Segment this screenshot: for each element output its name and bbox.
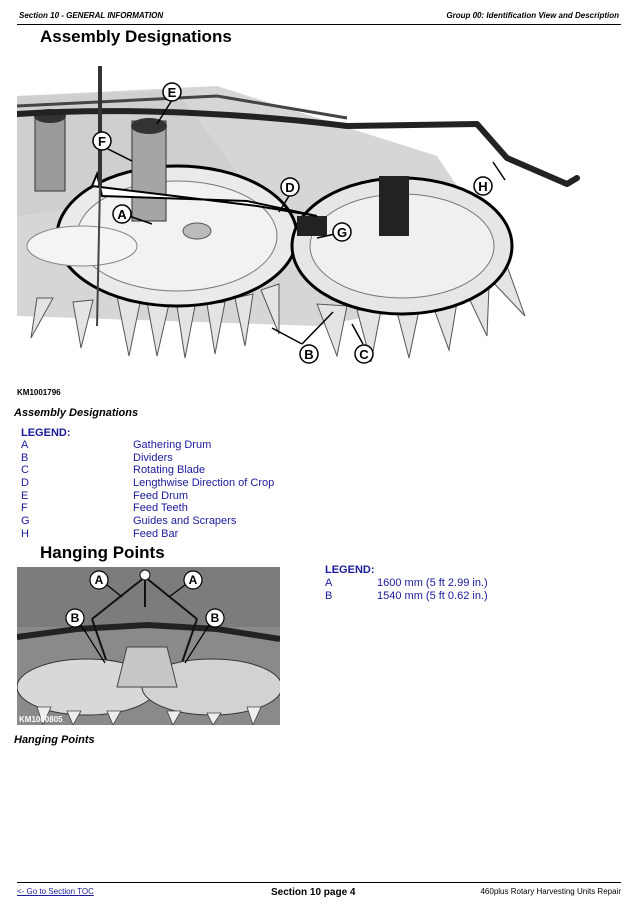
- hanging-figure-code: KM1000805: [19, 715, 63, 724]
- callout-b-label: B: [304, 347, 314, 362]
- assembly-figure-code: KM1001796: [17, 388, 61, 397]
- manual-title: 460plus Rotary Harvesting Units Repair: [480, 887, 621, 896]
- legend-key: B: [21, 452, 29, 464]
- legend-label: Gathering Drum: [133, 439, 212, 451]
- legend-label: Dividers: [133, 452, 173, 464]
- hanging-title: Hanging Points: [40, 543, 165, 562]
- legend-key: E: [21, 490, 29, 502]
- hanging-callout-b-left-label: B: [70, 611, 80, 625]
- legend-label: 1540 mm (5 ft 0.62 in.): [377, 590, 488, 602]
- legend-label: Lengthwise Direction of Crop: [133, 477, 275, 489]
- legend-label: 1600 mm (5 ft 2.99 in.): [377, 577, 488, 589]
- legend-key: H: [21, 528, 29, 540]
- hanging-legend-title: LEGEND:: [325, 564, 375, 576]
- legend-key: A: [21, 439, 29, 451]
- page-number: Section 10 page 4: [271, 887, 356, 898]
- header-section: Section 10 - GENERAL INFORMATION: [19, 11, 164, 20]
- hanging-callout-a-left-label: A: [94, 573, 104, 587]
- assembly-caption: Assembly Designations: [14, 407, 139, 419]
- page-footer: [17, 882, 621, 897]
- legend-key: G: [21, 515, 30, 527]
- hanging-callout-b-right-label: B: [210, 611, 220, 625]
- legend-label: Feed Drum: [133, 490, 189, 502]
- legend-key: C: [21, 464, 29, 476]
- legend-key: F: [21, 502, 28, 514]
- callout-f-label: F: [98, 134, 106, 149]
- hanging-figure: [17, 567, 280, 725]
- legend-label: Rotating Blade: [133, 464, 206, 476]
- legend-key: D: [21, 477, 29, 489]
- callout-a-label: A: [117, 207, 127, 222]
- callout-e-label: E: [167, 85, 177, 100]
- callout-h-label: H: [478, 179, 488, 194]
- legend-label: Feed Teeth: [133, 502, 188, 514]
- callout-d-label: D: [285, 180, 295, 195]
- go-to-section-toc-link[interactable]: <- Go to Section TOC: [17, 887, 94, 896]
- page-header: [17, 10, 621, 25]
- legend-key: A: [325, 577, 333, 589]
- assembly-title: Assembly Designations: [40, 27, 232, 46]
- legend-label: Feed Bar: [133, 528, 179, 540]
- header-group: Group 00: Identification View and Description: [446, 11, 619, 20]
- hanging-caption: Hanging Points: [14, 734, 95, 746]
- assembly-legend-title: LEGEND:: [21, 427, 71, 439]
- legend-label: Guides and Scrapers: [133, 515, 237, 527]
- hanging-callout-a-right-label: A: [188, 573, 198, 587]
- legend-key: B: [325, 590, 333, 602]
- callout-g-label: G: [336, 225, 348, 240]
- assembly-figure: [17, 66, 620, 378]
- callout-c-label: C: [359, 347, 369, 362]
